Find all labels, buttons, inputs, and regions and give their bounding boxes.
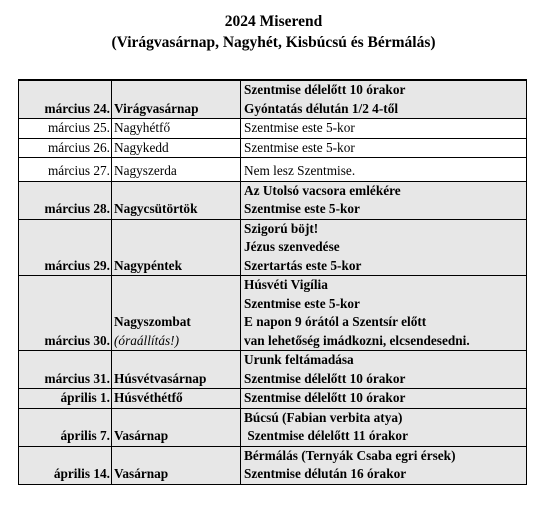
row-name: Vasárnap [112,408,241,446]
row-date: március 29. [19,219,112,276]
row-description [241,81,527,119]
description-line: Szigorú böjt! [244,220,319,236]
row-name-text: Nagyszombat [114,314,191,329]
description-line: Gyóntatás délután 1/2 4-től [244,100,399,116]
table-row [19,158,527,182]
row-date: március 27. [19,158,112,182]
row-name: Nagycsütörtök [112,181,241,219]
description-line: van lehetőség imádkozni, elcsendesedni. [244,332,470,348]
row-name: Nagykedd [112,138,241,158]
description-line: Szentmise délelőtt 10 órakor [244,370,406,386]
page-subtitle: (Virágvasárnap, Nagyhét, Kisbúcsú és Bérmálás) [111,34,436,51]
row-date: március 30. [19,276,112,351]
table-row [19,219,527,276]
row-description [241,119,527,139]
description-line: Szentmise délelőtt 10 órakor [244,82,406,97]
row-name: Húsvétvasárnap [112,351,241,389]
description-line: Nem lesz Szentmise. [244,163,356,178]
description-line: Szentmise délután 16 órakor [244,466,407,481]
row-description [241,446,527,484]
row-name: Virágvasárnap [112,81,241,119]
schedule-table [18,79,527,485]
table-row [19,446,527,484]
table-row [19,276,527,351]
description-line: Szentmise délelőtt 11 órakor [244,428,408,443]
table-row [19,138,527,158]
row-description [241,389,527,409]
row-date: április 1. [19,389,112,409]
row-date: március 28. [19,181,112,219]
table-row [19,181,527,219]
description-line: Az Utolsó vacsora emlékére [244,182,401,198]
row-name: Vasárnap [112,446,241,484]
description-line: E napon 9 órától a Szentsír előtt [244,314,427,329]
row-name: Nagyhétfő [112,119,241,139]
row-description [241,158,527,182]
page-title: 2024 Miserend [224,13,323,30]
description-line: Húsvéti Vigília [244,277,328,292]
table-row [19,119,527,139]
row-description [241,408,527,446]
table-row [19,351,527,389]
row-name: Nagyszerda [112,158,241,182]
row-date: március 24. [19,81,112,119]
row-date: március 26. [19,138,112,158]
description-line: Bérmálás (Ternyák Csaba egri érsek) [244,447,456,463]
row-date: április 7. [19,408,112,446]
row-description [241,181,527,219]
description-line: Szentmise este 5-kor [244,295,360,311]
row-description [241,351,527,389]
description-line: Szentmise délelőtt 10 órakor [244,390,406,405]
description-line: Urunk feltámadása [244,352,354,367]
row-name: Nagypéntek [112,219,241,276]
description-line: Szentmise este 5-kor [244,139,355,155]
row-note: (óraállítás!) [114,332,180,348]
row-date: április 14. [19,446,112,484]
table-row [19,81,527,119]
description-line: Búcsú (Fabian verbita atya) [244,409,403,425]
row-date: március 31. [19,351,112,389]
table-row [19,389,527,409]
row-description [241,138,527,158]
description-line: Szertartás este 5-kor [244,257,362,273]
row-description [241,219,527,276]
row-name: Húsvéthétfő [112,389,241,409]
row-description [241,276,527,351]
row-name [112,276,241,351]
row-date: március 25. [19,119,112,139]
description-line: Szentmise este 5-kor [244,201,360,216]
description-line: Jézus szenvedése [244,239,340,254]
table-row [19,408,527,446]
description-line: Szentmise este 5-kor [244,120,355,135]
